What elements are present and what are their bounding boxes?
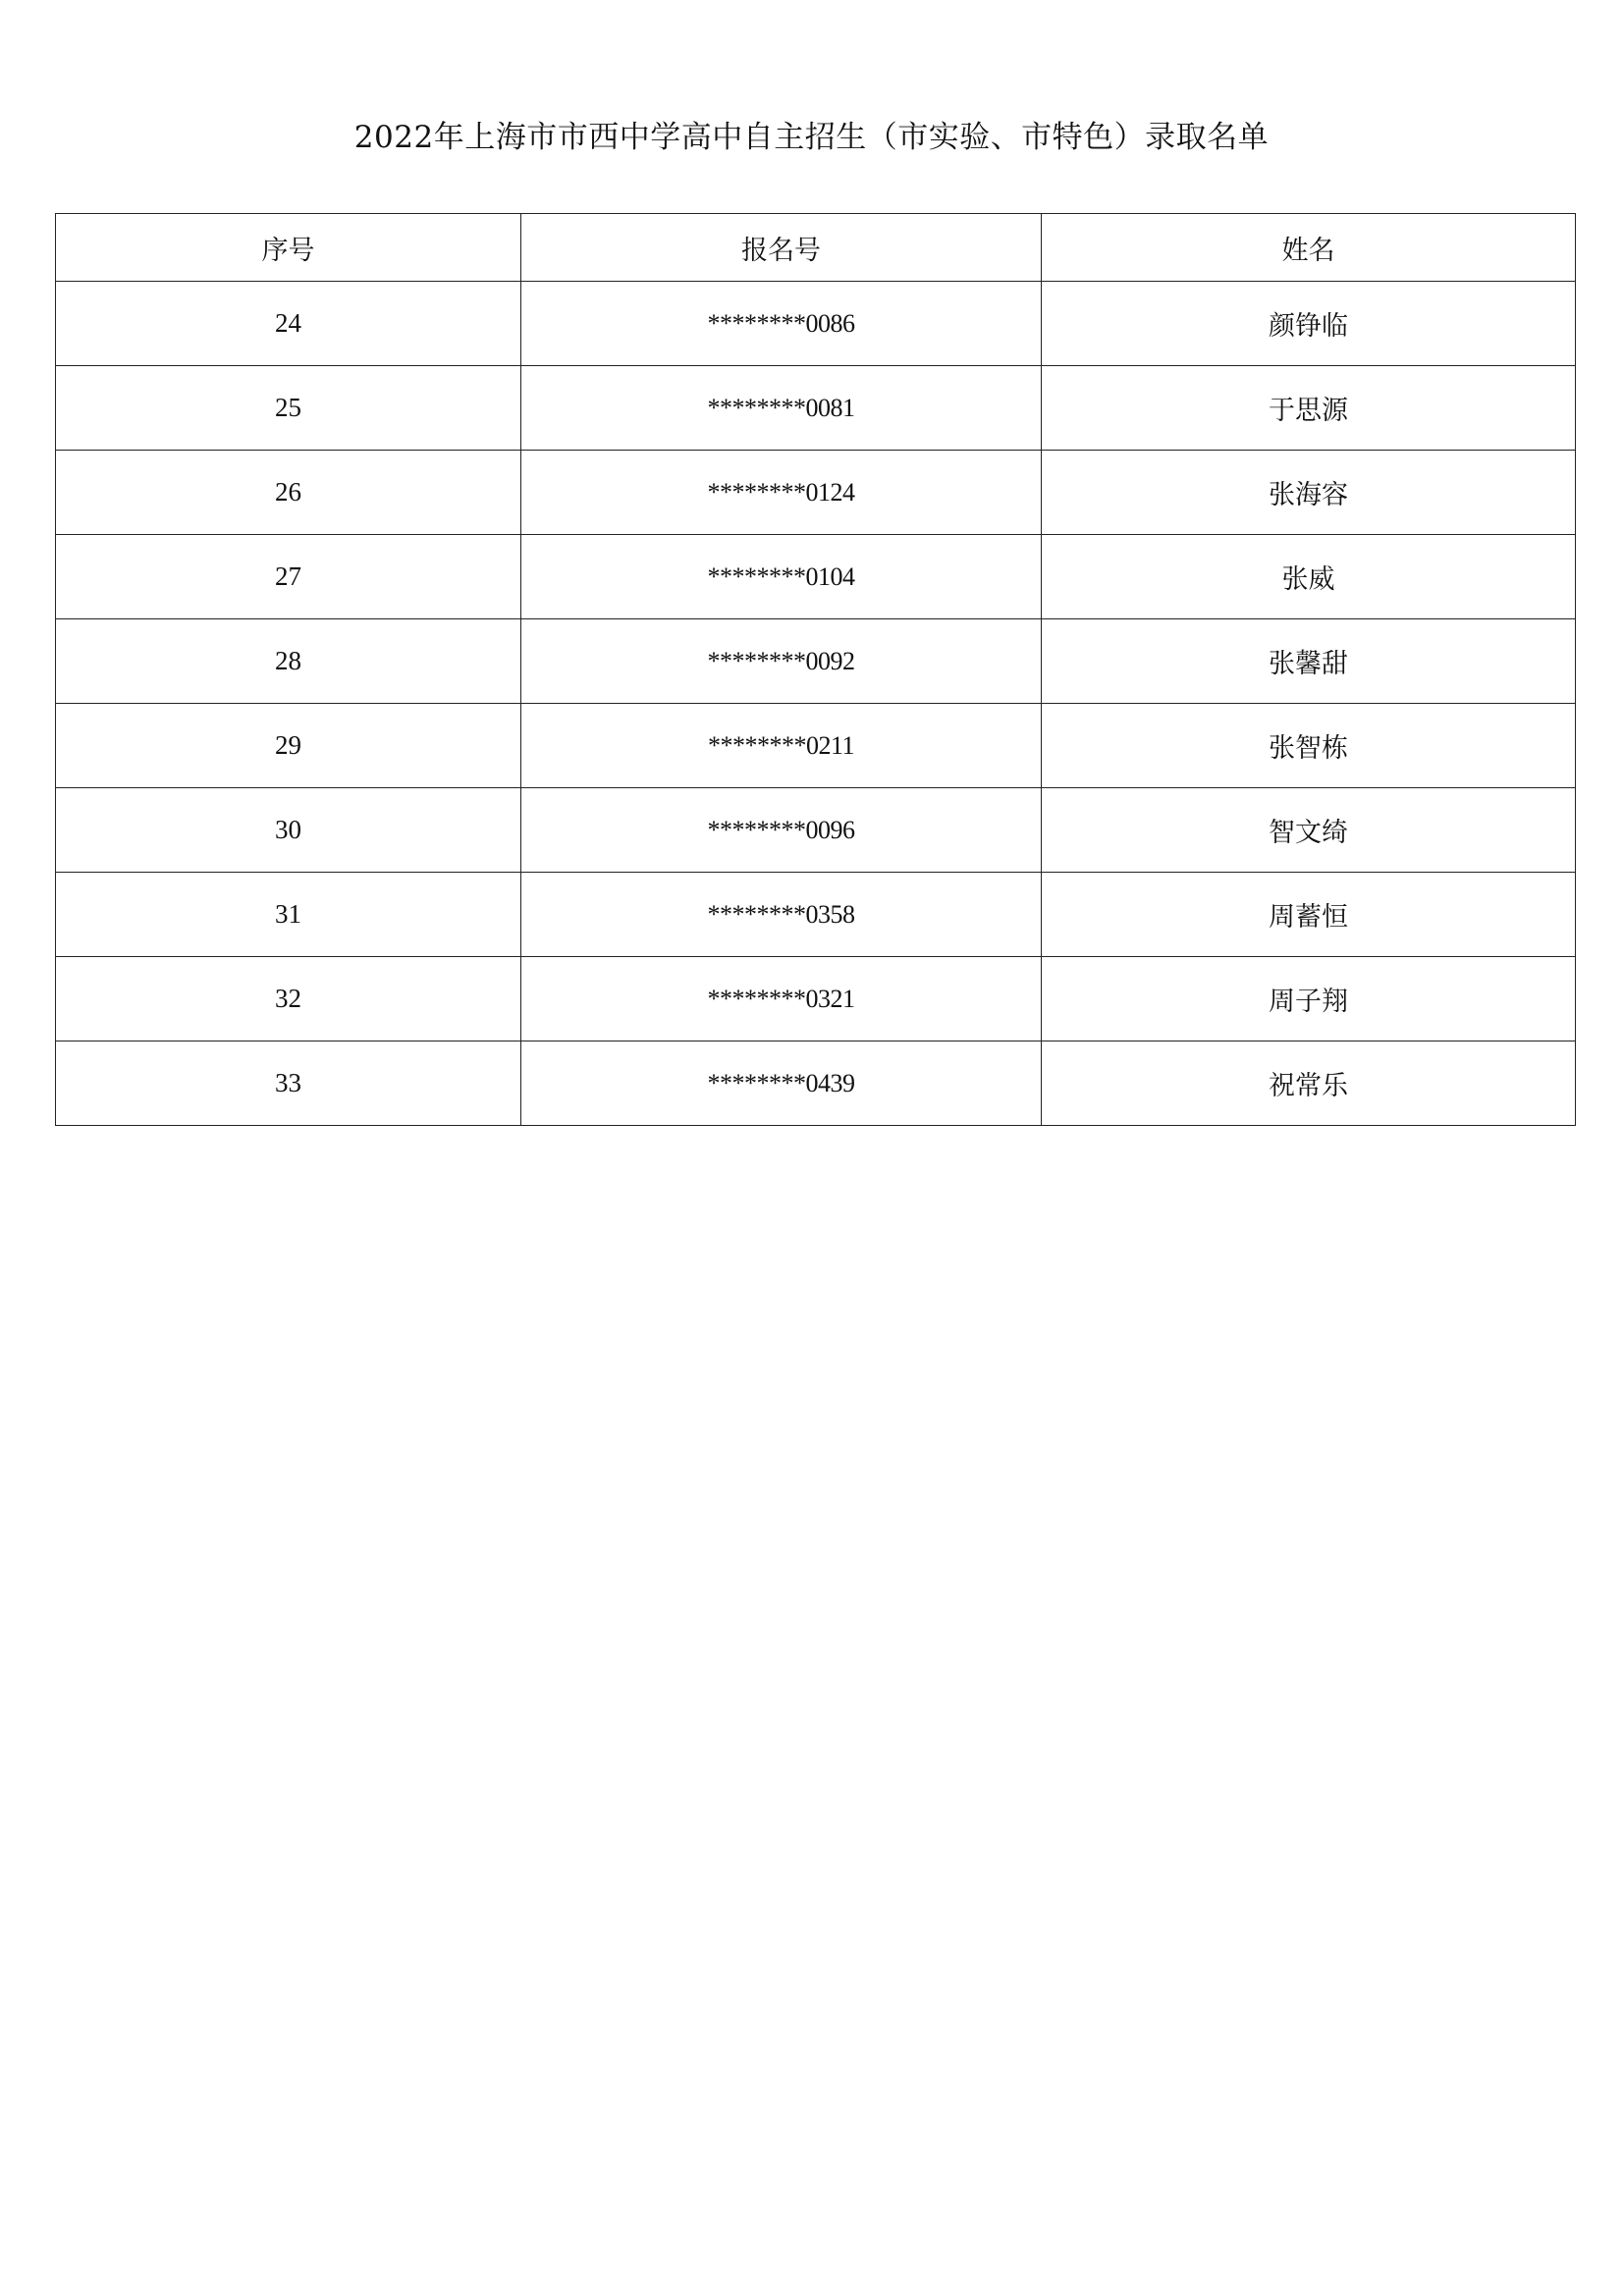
- seq-cell: 24: [56, 282, 521, 366]
- reg-no-cell: ********0124: [521, 451, 1042, 535]
- table-row: [56, 873, 1576, 957]
- name-cell: 张馨甜: [1042, 619, 1576, 704]
- reg-no-cell: ********0092: [521, 619, 1042, 704]
- reg-no-cell: ********0096: [521, 788, 1042, 873]
- seq-cell: 25: [56, 366, 521, 451]
- header-row: [56, 214, 1576, 282]
- table-body: [56, 282, 1576, 1126]
- name-cell: 张海容: [1042, 451, 1576, 535]
- header-seq: 序号: [56, 214, 521, 282]
- seq-cell: 30: [56, 788, 521, 873]
- seq-cell: 27: [56, 535, 521, 619]
- name-cell: 智文绮: [1042, 788, 1576, 873]
- reg-no-cell: ********0081: [521, 366, 1042, 451]
- table-row: [56, 704, 1576, 788]
- header-name: 姓名: [1042, 214, 1576, 282]
- seq-cell: 31: [56, 873, 521, 957]
- name-cell: 周子翔: [1042, 957, 1576, 1041]
- name-cell: 于思源: [1042, 366, 1576, 451]
- reg-no-cell: ********0211: [521, 704, 1042, 788]
- name-cell: 周蓄恒: [1042, 873, 1576, 957]
- table-row: [56, 535, 1576, 619]
- reg-no-cell: ********0104: [521, 535, 1042, 619]
- table-row: [56, 366, 1576, 451]
- reg-no-cell: ********0358: [521, 873, 1042, 957]
- seq-cell: 28: [56, 619, 521, 704]
- seq-cell: 32: [56, 957, 521, 1041]
- table-row: [56, 788, 1576, 873]
- table-row: [56, 1041, 1576, 1126]
- reg-no-cell: ********0086: [521, 282, 1042, 366]
- reg-no-cell: ********0321: [521, 957, 1042, 1041]
- name-cell: 颜铮临: [1042, 282, 1576, 366]
- table-row: [56, 282, 1576, 366]
- table-header: [56, 214, 1576, 282]
- admission-table: [55, 213, 1576, 1126]
- name-cell: 祝常乐: [1042, 1041, 1576, 1126]
- header-reg-no: 报名号: [521, 214, 1042, 282]
- name-cell: 张威: [1042, 535, 1576, 619]
- table-row: [56, 451, 1576, 535]
- page-title: 2022年上海市市西中学高中自主招生（市实验、市特色）录取名单: [353, 120, 1270, 155]
- seq-cell: 33: [56, 1041, 521, 1126]
- table-row: [56, 619, 1576, 704]
- seq-cell: 29: [56, 704, 521, 788]
- seq-cell: 26: [56, 451, 521, 535]
- name-cell: 张智栋: [1042, 704, 1576, 788]
- reg-no-cell: ********0439: [521, 1041, 1042, 1126]
- table-row: [56, 957, 1576, 1041]
